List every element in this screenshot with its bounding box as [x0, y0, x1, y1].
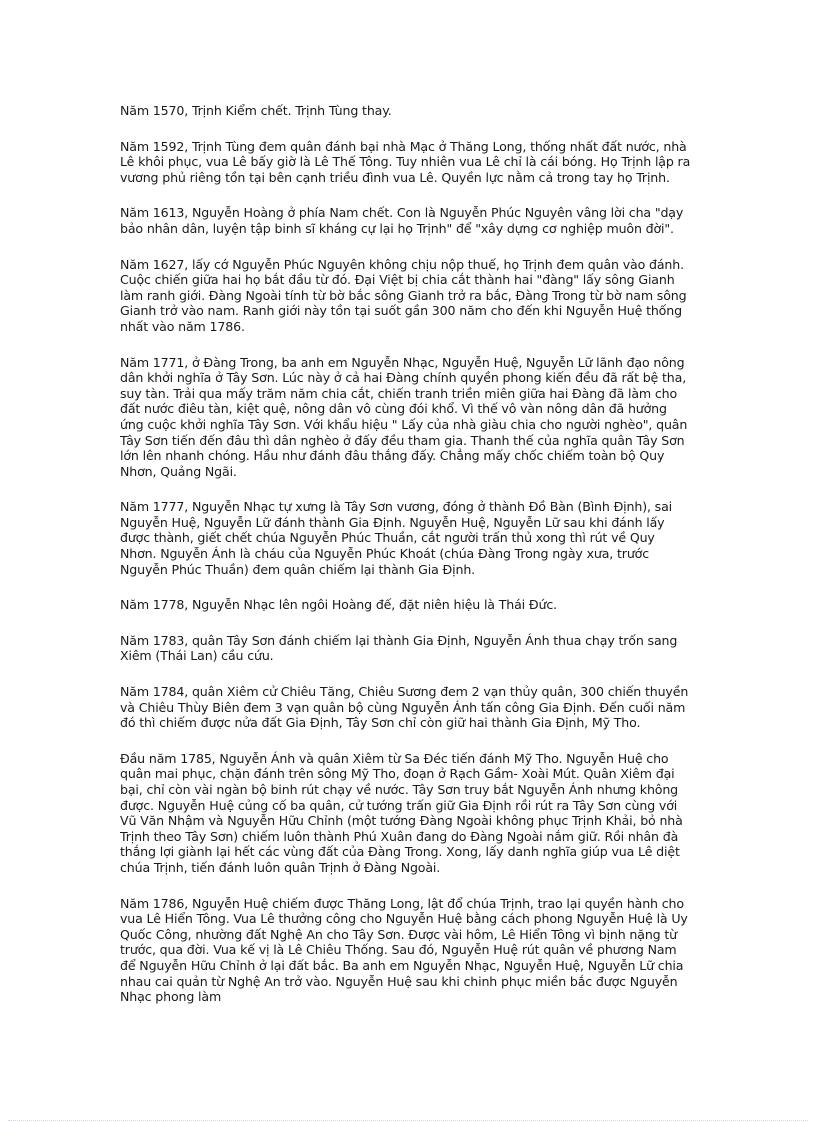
document-body: [120, 103, 692, 1025]
paragraph-1784: Năm 1784, quân Xiêm cử Chiêu Tăng, Chiêu Sương đem 2 vạn thủy quân, 300 chiến thuyền và Chiêu Thùy Biên đem 3 vạn quân bộ cùng Nguyễn Ánh tấn công Gia Định. Đến cuối năm đó thì chiếm được nửa đất Gia Định, Tây Sơn chỉ còn giữ hai thành Gia Định, Mỹ Tho.: [120, 684, 689, 731]
page-bottom-edge: [8, 1120, 808, 1121]
paragraph-1778: Năm 1778, Nguyễn Nhạc lên ngôi Hoàng đế, đặt niên hiệu là Thái Đức.: [120, 597, 557, 613]
paragraph-1777: Năm 1777, Nguyễn Nhạc tự xưng là Tây Sơn vương, đóng ở thành Đồ Bàn (Bình Định), sai Nguyễn Huệ, Nguyễn Lữ đánh thành Gia Định. Nguyễn Huệ, Nguyễn Lữ sau khi đánh lấy được thành, giết chết chúa Nguyễn Phúc Thuần, cắt người trấn thủ xong thì rút về Quy Nhơn. Nguyễn Ánh là cháu của Nguyễn Phúc Khoát (chúa Đàng Trong ngày xưa, trước Nguyễn Phúc Thuần) đem quân chiếm lại thành Gia Định.: [120, 499, 672, 577]
paragraph-1627: Năm 1627, lấy cớ Nguyễn Phúc Nguyên không chịu nộp thuế, họ Trịnh đem quân vào đánh. Cuộc chiến giữa hai họ bắt đầu từ đó. Đại Việt bị chia cắt thành hai "đàng" lấy sông Gianh làm ranh giới. Đàng Ngoài tính từ bờ bắc sông Gianh trở ra bắc, Đàng Trong từ bờ nam sông Gianh trở vào nam. Ranh giới này tồn tại suốt gần 300 năm cho đến khi Nguyễn Huệ thống nhất vào năm 1786.: [120, 256, 687, 334]
paragraph-1592: Năm 1592, Trịnh Tùng đem quân đánh bại nhà Mạc ở Thăng Long, thống nhất đất nước, nhà Lê khôi phục, vua Lê bấy giờ là Lê Thế Tông. Tuy nhiên vua Lê chỉ là cái bóng. Họ Trịnh lập ra vương phủ riêng tồn tại bên cạnh triều đình vua Lê. Quyền lực nằm cả trong tay họ Trịnh.: [120, 138, 691, 185]
paragraph-1785: Đầu năm 1785, Nguyễn Ánh và quân Xiêm từ Sa Đéc tiến đánh Mỹ Tho. Nguyễn Huệ cho quân mai phục, chặn đánh trên sông Mỹ Tho, đoạn ở Rạch Gầm- Xoài Mút. Quân Xiêm đại bại, chỉ còn vài ngàn bộ binh rút chạy về nước. Tây Sơn truy bắt Nguyễn Ánh nhưng không được. Nguyễn Huệ củng cố ba quân, cử tướng trấn giữ Gia Định rồi rút ra Tây Sơn cùng với Vũ Văn Nhậm và Nguyễn Hữu Chỉnh (một tướng Đàng Ngoài không phục Trịnh Khải, bỏ nhà Trịnh theo Tây Sơn) chiếm luôn thành Phú Xuân đang do Đàng Ngoài nắm giữ. Rồi nhân đà thắng lợi giành lại hết các vùng đất của Đàng Trong. Xong, lấy danh nghĩa giúp vua Lê diệt chúa Trịnh, tiến đánh luôn quân Trịnh ở Đàng Ngoài.: [120, 750, 683, 875]
paragraph-1613: Năm 1613, Nguyễn Hoàng ở phía Nam chết. Con là Nguyễn Phúc Nguyên vâng lời cha "dạy bảo nhân dân, luyện tập binh sĩ kháng cự lại họ Trịnh" để "xây dựng cơ nghiệp muôn đời".: [120, 205, 684, 236]
paragraph-1570: Năm 1570, Trịnh Kiểm chết. Trịnh Tùng thay.: [120, 103, 392, 118]
paragraph-1771: Năm 1771, ở Đàng Trong, ba anh em Nguyễn Nhạc, Nguyễn Huệ, Nguyễn Lữ lãnh đạo nông dân khởi nghĩa ở Tây Sơn. Lúc này ở cả hai Đàng chính quyền phong kiến đều đã rất bệ tha, suy tàn. Trải qua mấy trăm năm chia cắt, chiến tranh triền miên giữa hai Đàng đã làm cho đất nước điêu tàn, kiệt quệ, nông dân vô cùng đói khổ. Vì thế vô vàn nông dân đã hưởng ứng cuộc khởi nghĩa Tây Sơn. Với khẩu hiệu " Lấy của nhà giàu chia cho người nghèo", quân Tây Sơn tiến đến đâu thì dân nghèo ở đấy đều tham gia. Thanh thế của nghĩa quân Tây Sơn lớn lên nhanh chóng. Hầu như đánh đâu thắng đấy. Chẳng mấy chốc chiếm toàn bộ Quy Nhơn, Quảng Ngãi.: [120, 354, 688, 479]
paragraph-1786: Năm 1786, Nguyễn Huệ chiếm được Thăng Long, lật đổ chúa Trịnh, trao lại quyền hành cho vua Lê Hiển Tông. Vua Lê thưởng công cho Nguyễn Huệ bằng cách phong Nguyễn Huệ là Uy Quốc Công, nhường đất Nghệ An cho Tây Sơn. Được vài hôm, Lê Hiển Tông vì bịnh nặng từ trước, qua đời. Vua kế vị là Lê Chiêu Thống. Sau đó, Nguyễn Huệ rút quân về phương Nam để Nguyễn Hữu Chỉnh ở lại đất bắc. Ba anh em Nguyễn Nhạc, Nguyễn Huệ, Nguyễn Lữ chia nhau cai quản từ Nghệ An trở vào. Nguyễn Huệ sau khi chinh phục miền bắc được Nguyễn Nhạc phong làm: [120, 895, 688, 1005]
paragraph-1783: Năm 1783, quân Tây Sơn đánh chiếm lại thành Gia Định, Nguyễn Ánh thua chạy trốn sang Xiêm (Thái Lan) cầu cứu.: [120, 632, 678, 664]
